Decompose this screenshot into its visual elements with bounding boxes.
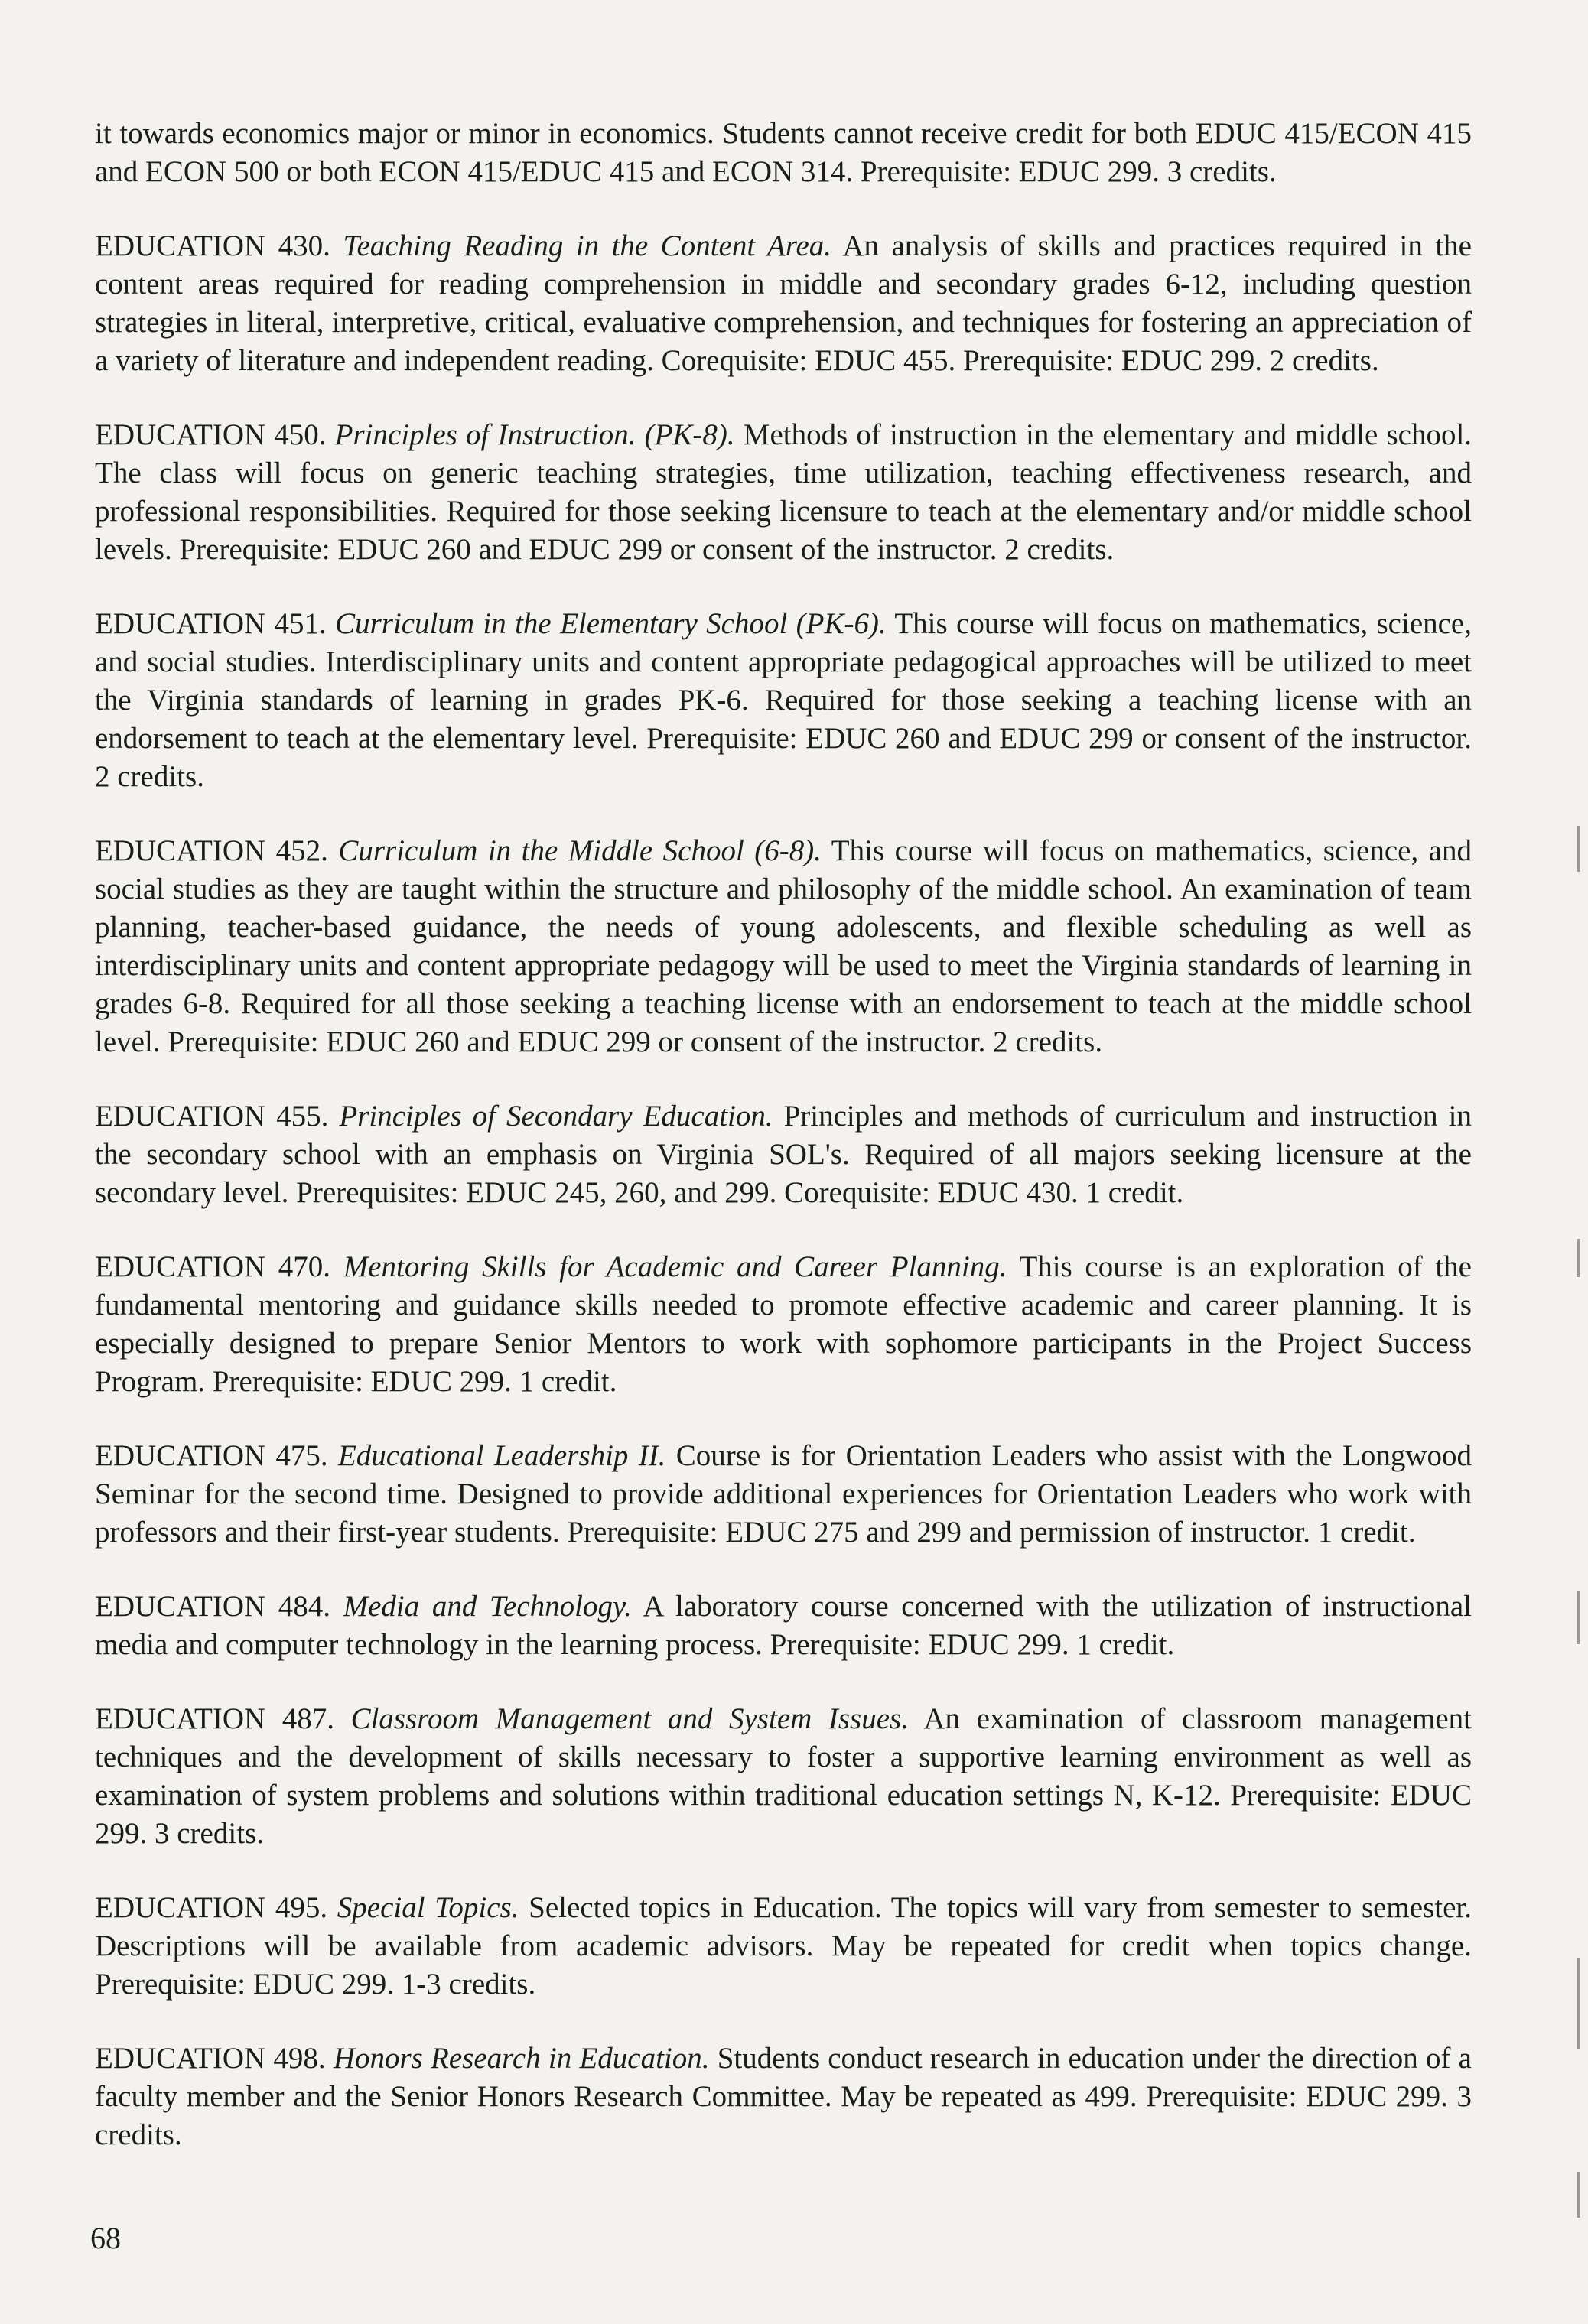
course-title: Honors Research in Education. [333, 2042, 710, 2075]
course-code: EDUCATION 455. [95, 1100, 329, 1133]
course-code: EDUCATION 484. [95, 1590, 330, 1623]
course-description: An examination of classroom management techniques and the development of skills necessary to foster a supportive learning environment as well as examination of system problems and solutions within traditional education settings N, K-12. Prerequisite: EDUC 299. 3 credits. [95, 1702, 1472, 1850]
course-title: Curriculum in the Elementary School (PK-6). [335, 607, 887, 640]
course-education-475 [95, 1437, 1472, 1552]
course-description: This course will focus on mathematics, science, and social studies. Interdisciplinary units and content appropriate pedagogical approaches will be utilized to meet the Virginia standards of learning in grades PK-6. Required for those seeking a teaching license with an endorsement to teach at the elementary level. Prerequisite: EDUC 260 and EDUC 299 or consent of the instructor. 2 credits. [95, 607, 1472, 793]
course-code: EDUCATION 452. [95, 834, 328, 867]
course-title: Special Topics. [337, 1891, 519, 1924]
scan-edge-mark [1577, 1591, 1580, 1644]
course-description: An analysis of skills and practices required in the content areas required for reading comprehension in middle and secondary grades 6-12, including question strategies in literal, interpretive, critical, evaluative comprehension, and techniques for fostering an appreciation of a variety of literature and independent reading. Corequisite: EDUC 455. Prerequisite: EDUC 299. 2 credits. [95, 229, 1472, 377]
course-education-452 [95, 832, 1472, 1061]
course-title: Principles of Instruction. (PK-8). [334, 418, 735, 451]
catalog-page [95, 115, 1472, 2190]
course-education-495 [95, 1889, 1472, 2004]
course-education-484 [95, 1588, 1472, 1664]
course-title: Mentoring Skills for Academic and Career Planning. [343, 1250, 1007, 1283]
intro-paragraph: it towards economics major or minor in economics. Students cannot receive credit for both EDUC 415/ECON 415 and ECON 500 or both ECON 415/EDUC 415 and ECON 314. Prerequisite: EDUC 299. 3 credits. [95, 117, 1472, 188]
course-code: EDUCATION 487. [95, 1702, 334, 1735]
course-education-450 [95, 416, 1472, 569]
course-title: Teaching Reading in the Content Area. [343, 229, 832, 262]
course-description: Selected topics in Education. The topics will vary from semester to semester. Descriptions will be available from academic advisors. May be repeated for credit when topics change. Prerequisite: EDUC 299. 1-3 credits. [95, 1891, 1472, 2001]
scan-edge-mark [1577, 2172, 1580, 2218]
course-description: Course is for Orientation Leaders who assist with the Longwood Seminar for the second time. Designed to provide additional experiences for Orientation Leaders who work with professors and their first-year students. Prerequisite: EDUC 275 and 299 and permission of instructor. 1 credit. [95, 1439, 1472, 1549]
course-code: EDUCATION 495. [95, 1891, 328, 1924]
course-education-455 [95, 1097, 1472, 1212]
course-code: EDUCATION 470. [95, 1250, 331, 1283]
page-number: 68 [90, 2221, 121, 2255]
course-code: EDUCATION 475. [95, 1439, 328, 1472]
course-education-451 [95, 605, 1472, 796]
course-description: Principles and methods of curriculum and instruction in the secondary school with an emphasis on Virginia SOL's. Required of all majors seeking licensure at the secondary level. Prerequisites: EDUC 245, 260, and 299. Corequisite: EDUC 430. 1 credit. [95, 1100, 1472, 1209]
course-title: Principles of Secondary Education. [339, 1100, 773, 1133]
course-title: Educational Leadership II. [337, 1439, 666, 1472]
course-description: Students conduct research in education under the direction of a faculty member and the Senior Honors Research Committee. May be repeated as 499. Prerequisite: EDUC 299. 3 credits. [95, 2042, 1472, 2151]
course-description: This course will focus on mathematics, science, and social studies as they are taught within the structure and philosophy of the middle school. An examination of team planning, teacher-based guidance, the needs of young adolescents, and flexible scheduling as well as interdisciplinary units and content appropriate pedagogy will be used to meet the Virginia standards of learning in grades 6-8. Required for all those seeking a teaching license with an endorsement to teach at the middle school level. Prerequisite: EDUC 260 and EDUC 299 or consent of the instructor. 2 credits. [95, 834, 1472, 1058]
course-title: Classroom Management and System Issues. [350, 1702, 909, 1735]
course-code: EDUCATION 450. [95, 418, 327, 451]
scan-edge-mark [1577, 1958, 1580, 2049]
course-education-470 [95, 1248, 1472, 1401]
scan-edge-mark [1577, 826, 1580, 872]
course-title: Media and Technology. [343, 1590, 632, 1623]
course-description: A laboratory course concerned with the utilization of instructional media and computer technology in the learning process. Prerequisite: EDUC 299. 1 credit. [95, 1590, 1472, 1661]
course-code: EDUCATION 430. [95, 229, 330, 262]
course-education-498 [95, 2040, 1472, 2154]
course-education-430 [95, 227, 1472, 380]
scan-edge-mark [1577, 1239, 1580, 1277]
course-description: This course is an exploration of the fundamental mentoring and guidance skills needed to promote effective academic and career planning. It is especially designed to prepare Senior Mentors to work with sophomore participants in the Project Success Program. Prerequisite: EDUC 299. 1 credit. [95, 1250, 1472, 1398]
course-education-487 [95, 1700, 1472, 1853]
course-description: Methods of instruction in the elementary and middle school. The class will focus on generic teaching strategies, time utilization, teaching effectiveness research, and professional responsibilities. Required for those seeking licensure to teach at the elementary and/or middle school levels. Prerequisite: EDUC 260 and EDUC 299 or consent of the instructor. 2 credits. [95, 418, 1472, 566]
course-code: EDUCATION 498. [95, 2042, 326, 2075]
course-title: Curriculum in the Middle School (6-8). [338, 834, 822, 867]
course-code: EDUCATION 451. [95, 607, 327, 640]
